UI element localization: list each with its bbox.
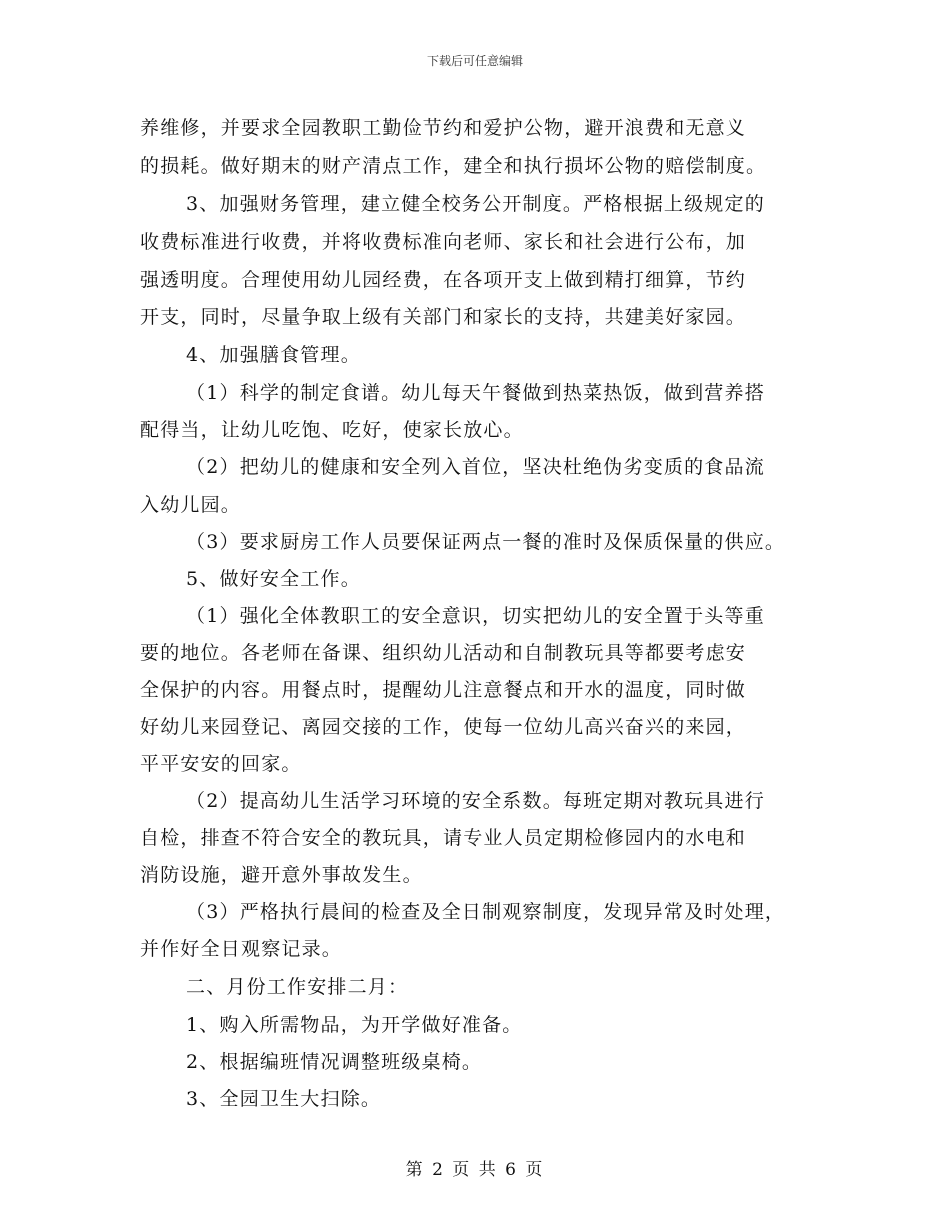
body-line: （2）提高幼儿生活学习环境的安全系数。每班定期对教玩具进行: [186, 790, 765, 812]
page-header: 下载后可任意编辑: [426, 54, 523, 68]
body-line: 配得当，让幼儿吃饱、吃好，使家长放心。: [140, 419, 524, 441]
body-line: 2、根据编班情况调整班级桌椅。: [186, 1051, 483, 1073]
body-line: （2）把幼儿的健康和安全列入首位，坚决杜绝伪劣变质的食品流: [186, 456, 765, 478]
body-line: 要的地位。各老师在备课、组织幼儿活动和自制教玩具等都要考虑安: [140, 642, 747, 664]
body-line: 全保护的内容。用餐点时，提醒幼儿注意餐点和开水的温度，同时做: [140, 679, 747, 701]
body-line: 入幼儿园。: [140, 494, 242, 516]
body-line: 收费标准进行收费，并将收费标准向老师、家长和社会进行公布，加: [140, 231, 747, 253]
body-line: 5、做好安全工作。: [186, 568, 361, 590]
body-line: （3）严格执行晨间的检查及全日制观察制度，发现异常及时处理，: [186, 901, 786, 923]
body-line: 平平安安的回家。: [140, 753, 302, 775]
body-line: 养维修，并要求全园教职工勤俭节约和爱护公物，避开浪费和无意义: [140, 117, 747, 139]
body-line: （3）要求厨房工作人员要保证两点一餐的准时及保质保量的供应。: [186, 531, 786, 553]
page-footer: 第 2 页 共 6 页: [405, 1160, 545, 1180]
body-line: 开支，同时，尽量争取上级有关部门和家长的支持，共建美好家园。: [140, 306, 747, 328]
body-line: 消防设施，避开意外事故发生。: [140, 864, 423, 886]
body-line: （1）强化全体教职工的安全意识，切实把幼儿的安全置于头等重: [186, 605, 765, 627]
body-line: 好幼儿来园登记、离园交接的工作，使每一位幼儿高兴奋兴的来园，: [140, 716, 747, 738]
body-line: 强透明度。合理使用幼儿园经费，在各项开支上做到精打细算，节约: [140, 269, 747, 291]
body-line: 二、月份工作安排二月：: [186, 976, 409, 998]
body-line: （1）科学的制定食谱。幼儿每天午餐做到热菜热饭，做到营养搭: [186, 382, 765, 404]
body-line: 的损耗。做好期末的财产清点工作，建全和执行损坏公物的赔偿制度。: [140, 155, 767, 177]
body-line: 1、购入所需物品，为开学做好准备。: [186, 1014, 523, 1036]
body-line: 3、全园卫生大扫除。: [186, 1088, 382, 1110]
body-line: 4、加强膳食管理。: [186, 344, 361, 366]
body-line: 并作好全日观察记录。: [140, 938, 343, 960]
body-line: 自检，排查不符合安全的教玩具，请专业人员定期检修园内的水电和: [140, 827, 747, 849]
body-line: 3、加强财务管理，建立健全校务公开制度。严格根据上级规定的: [186, 193, 765, 215]
